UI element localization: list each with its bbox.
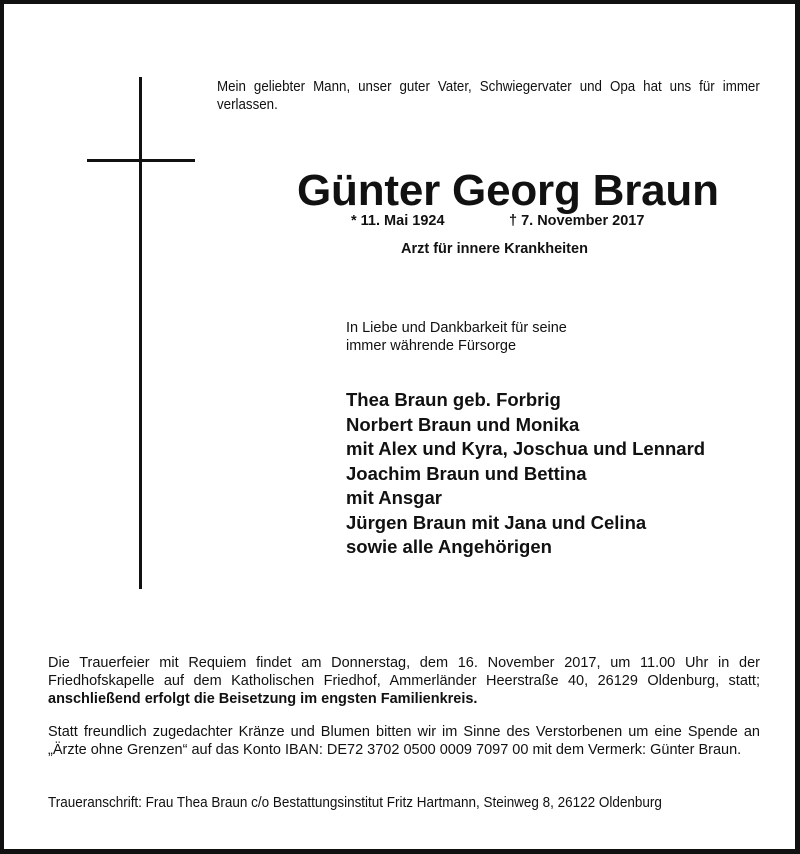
dedication [346, 319, 567, 355]
mourner-line: Norbert Braun und Monika [346, 413, 580, 435]
mourner-line: Thea Braun geb. Forbrig [346, 389, 561, 410]
cross-icon [139, 77, 142, 589]
death-date: † 7. November 2017 [509, 213, 645, 229]
mourner-line: Joachim Braun und Bettina [346, 462, 587, 484]
funeral-text: Die Trauerfeier mit Requiem findet am Donnerstag, dem 16. November 2017, um 11.00 Uhr in der Friedhofskapelle auf dem Katholischen Friedhof, Ammerländer Heerstraße 40, 26129 Oldenburg, statt; [48, 655, 760, 689]
deceased-name: Günter Georg Braun [297, 166, 719, 215]
donation-info: Statt freundlich zugedachter Kränze und Blumen bitten wir im Sinne des Verstorbenen um eine Spende an „Ärzte ohne Grenzen“ auf das Konto IBAN: DE72 3702 0500 0009 7097 00 mit dem Vermerk: Günter Braun. [48, 724, 760, 758]
mourners-list [346, 388, 705, 560]
mourning-address: Traueranschrift: Frau Thea Braun c/o Bestattungsinstitut Fritz Hartmann, Steinweg 8, 26122 Oldenburg [48, 795, 662, 811]
profession: Arzt für innere Krankheiten [401, 241, 588, 257]
burial-note: anschließend erfolgt die Beisetzung im engsten Familienkreis. [48, 691, 478, 707]
dedication-line: In Liebe und Dankbarkeit für seine [346, 320, 567, 336]
funeral-info [48, 654, 760, 708]
mourner-line: mit Ansgar [346, 487, 442, 508]
birth-date: * 11. Mai 1924 [351, 213, 445, 229]
intro-text: Mein geliebter Mann, unser guter Vater, Schwiegervater und Opa hat uns für immer verlassen. [217, 79, 760, 113]
mourner-line: mit Alex und Kyra, Joschua und Lennard [346, 438, 706, 459]
mourner-line: sowie alle Angehörigen [346, 536, 552, 557]
cross-icon-crossbar [87, 159, 195, 162]
mourner-line: Jürgen Braun mit Jana und Celina [346, 511, 647, 533]
dedication-line: immer währende Fürsorge [346, 338, 517, 354]
